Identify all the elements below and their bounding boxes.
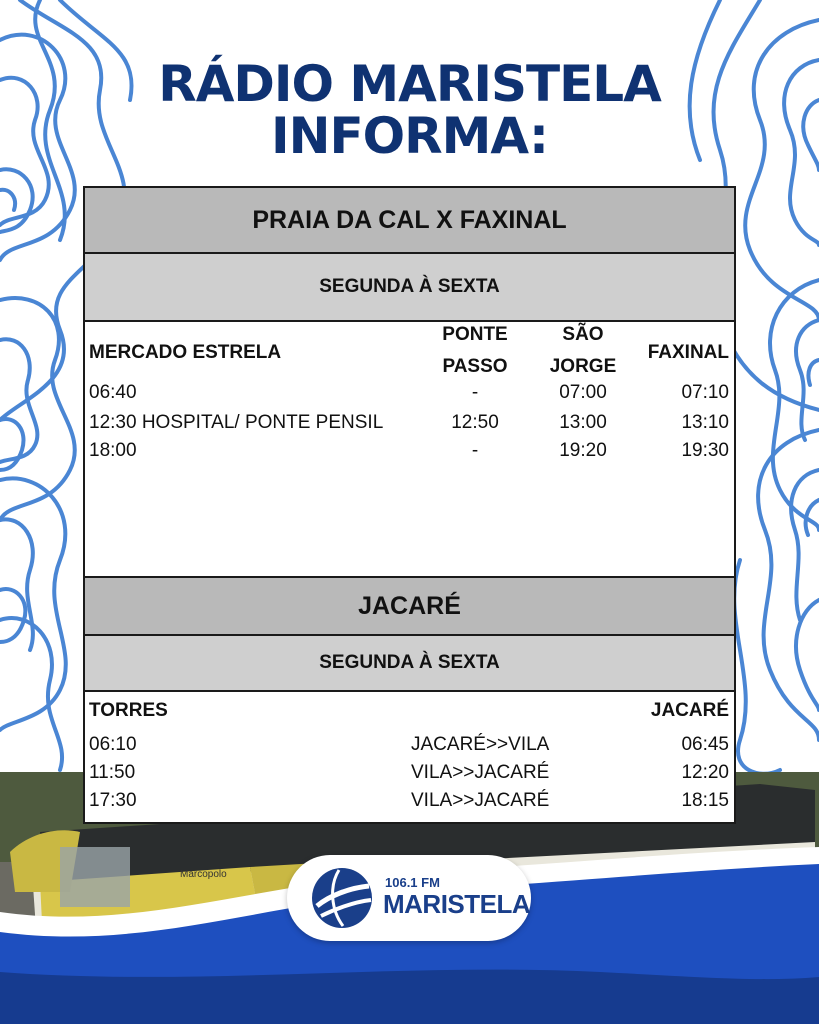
- table-row-3-sao-jorge: 19:20: [559, 440, 607, 461]
- bus-brand-mark: Marcopolo: [180, 869, 227, 880]
- station-name: MARISTELA: [383, 889, 531, 919]
- schedule-table: [83, 186, 736, 824]
- weekday-subtitle-1: SEGUNDA À SEXTA: [85, 254, 734, 322]
- table-row-1-faxinal: 07:10: [681, 382, 729, 403]
- weekday-subtitle-2: SEGUNDA À SEXTA: [85, 636, 734, 692]
- column-header-sao-jorge-line-2: JORGE: [549, 356, 617, 377]
- station-frequency: 106.1 FM: [385, 875, 440, 890]
- table-row-4-route: JACARÉ>>VILA: [411, 734, 550, 755]
- table-row-3-faxinal: 19:30: [681, 440, 729, 461]
- headline-line-2: INFORMA:: [271, 107, 548, 165]
- table-row-4-jacare: 06:45: [681, 734, 729, 755]
- table-row-6-jacare: 18:15: [681, 790, 729, 811]
- table-row-1-ponte: -: [471, 382, 479, 403]
- station-logo: [287, 855, 531, 941]
- globe-icon: [309, 866, 375, 930]
- headline: [0, 55, 819, 165]
- table-row-5-route: VILA>>JACARÉ: [411, 762, 550, 783]
- column-header-ponte-passo-line-2: PASSO: [442, 356, 508, 377]
- table-row-5-jacare: 12:20: [681, 762, 729, 783]
- column-header-ponte-passo-line-1: PONTE: [442, 324, 508, 345]
- table-row-2-sao-jorge: 13:00: [559, 412, 607, 433]
- table-row-4-origin: 06:10: [89, 734, 137, 755]
- table-row-2-origin: 12:30 HOSPITAL/ PONTE PENSIL: [89, 412, 384, 433]
- table-row-6-origin: 17:30: [89, 790, 137, 811]
- table-row-3-ponte: -: [471, 440, 479, 461]
- column-header-mercado-estrela: MERCADO ESTRELA: [89, 342, 282, 363]
- table-row-3-origin: 18:00: [89, 440, 137, 461]
- route-title-jacare: JACARÉ: [85, 576, 734, 636]
- table-row-5-origin: 11:50: [89, 762, 136, 783]
- table-row-1-origin: 06:40: [89, 382, 137, 403]
- table-row-2-ponte: 12:50: [451, 412, 499, 433]
- headline-line-1: RÁDIO MARISTELA: [158, 55, 661, 113]
- table-row-1-sao-jorge: 07:00: [559, 382, 607, 403]
- route-title-praia-da-cal: PRAIA DA CAL X FAXINAL: [85, 188, 734, 254]
- table-row-6-route: VILA>>JACARÉ: [411, 790, 550, 811]
- column-header-jacare: JACARÉ: [650, 700, 729, 721]
- table-row-2-faxinal: 13:10: [681, 412, 729, 433]
- column-header-sao-jorge-line-1: SÃO: [562, 324, 604, 345]
- column-header-faxinal: FAXINAL: [647, 342, 729, 363]
- column-header-torres: TORRES: [89, 700, 168, 721]
